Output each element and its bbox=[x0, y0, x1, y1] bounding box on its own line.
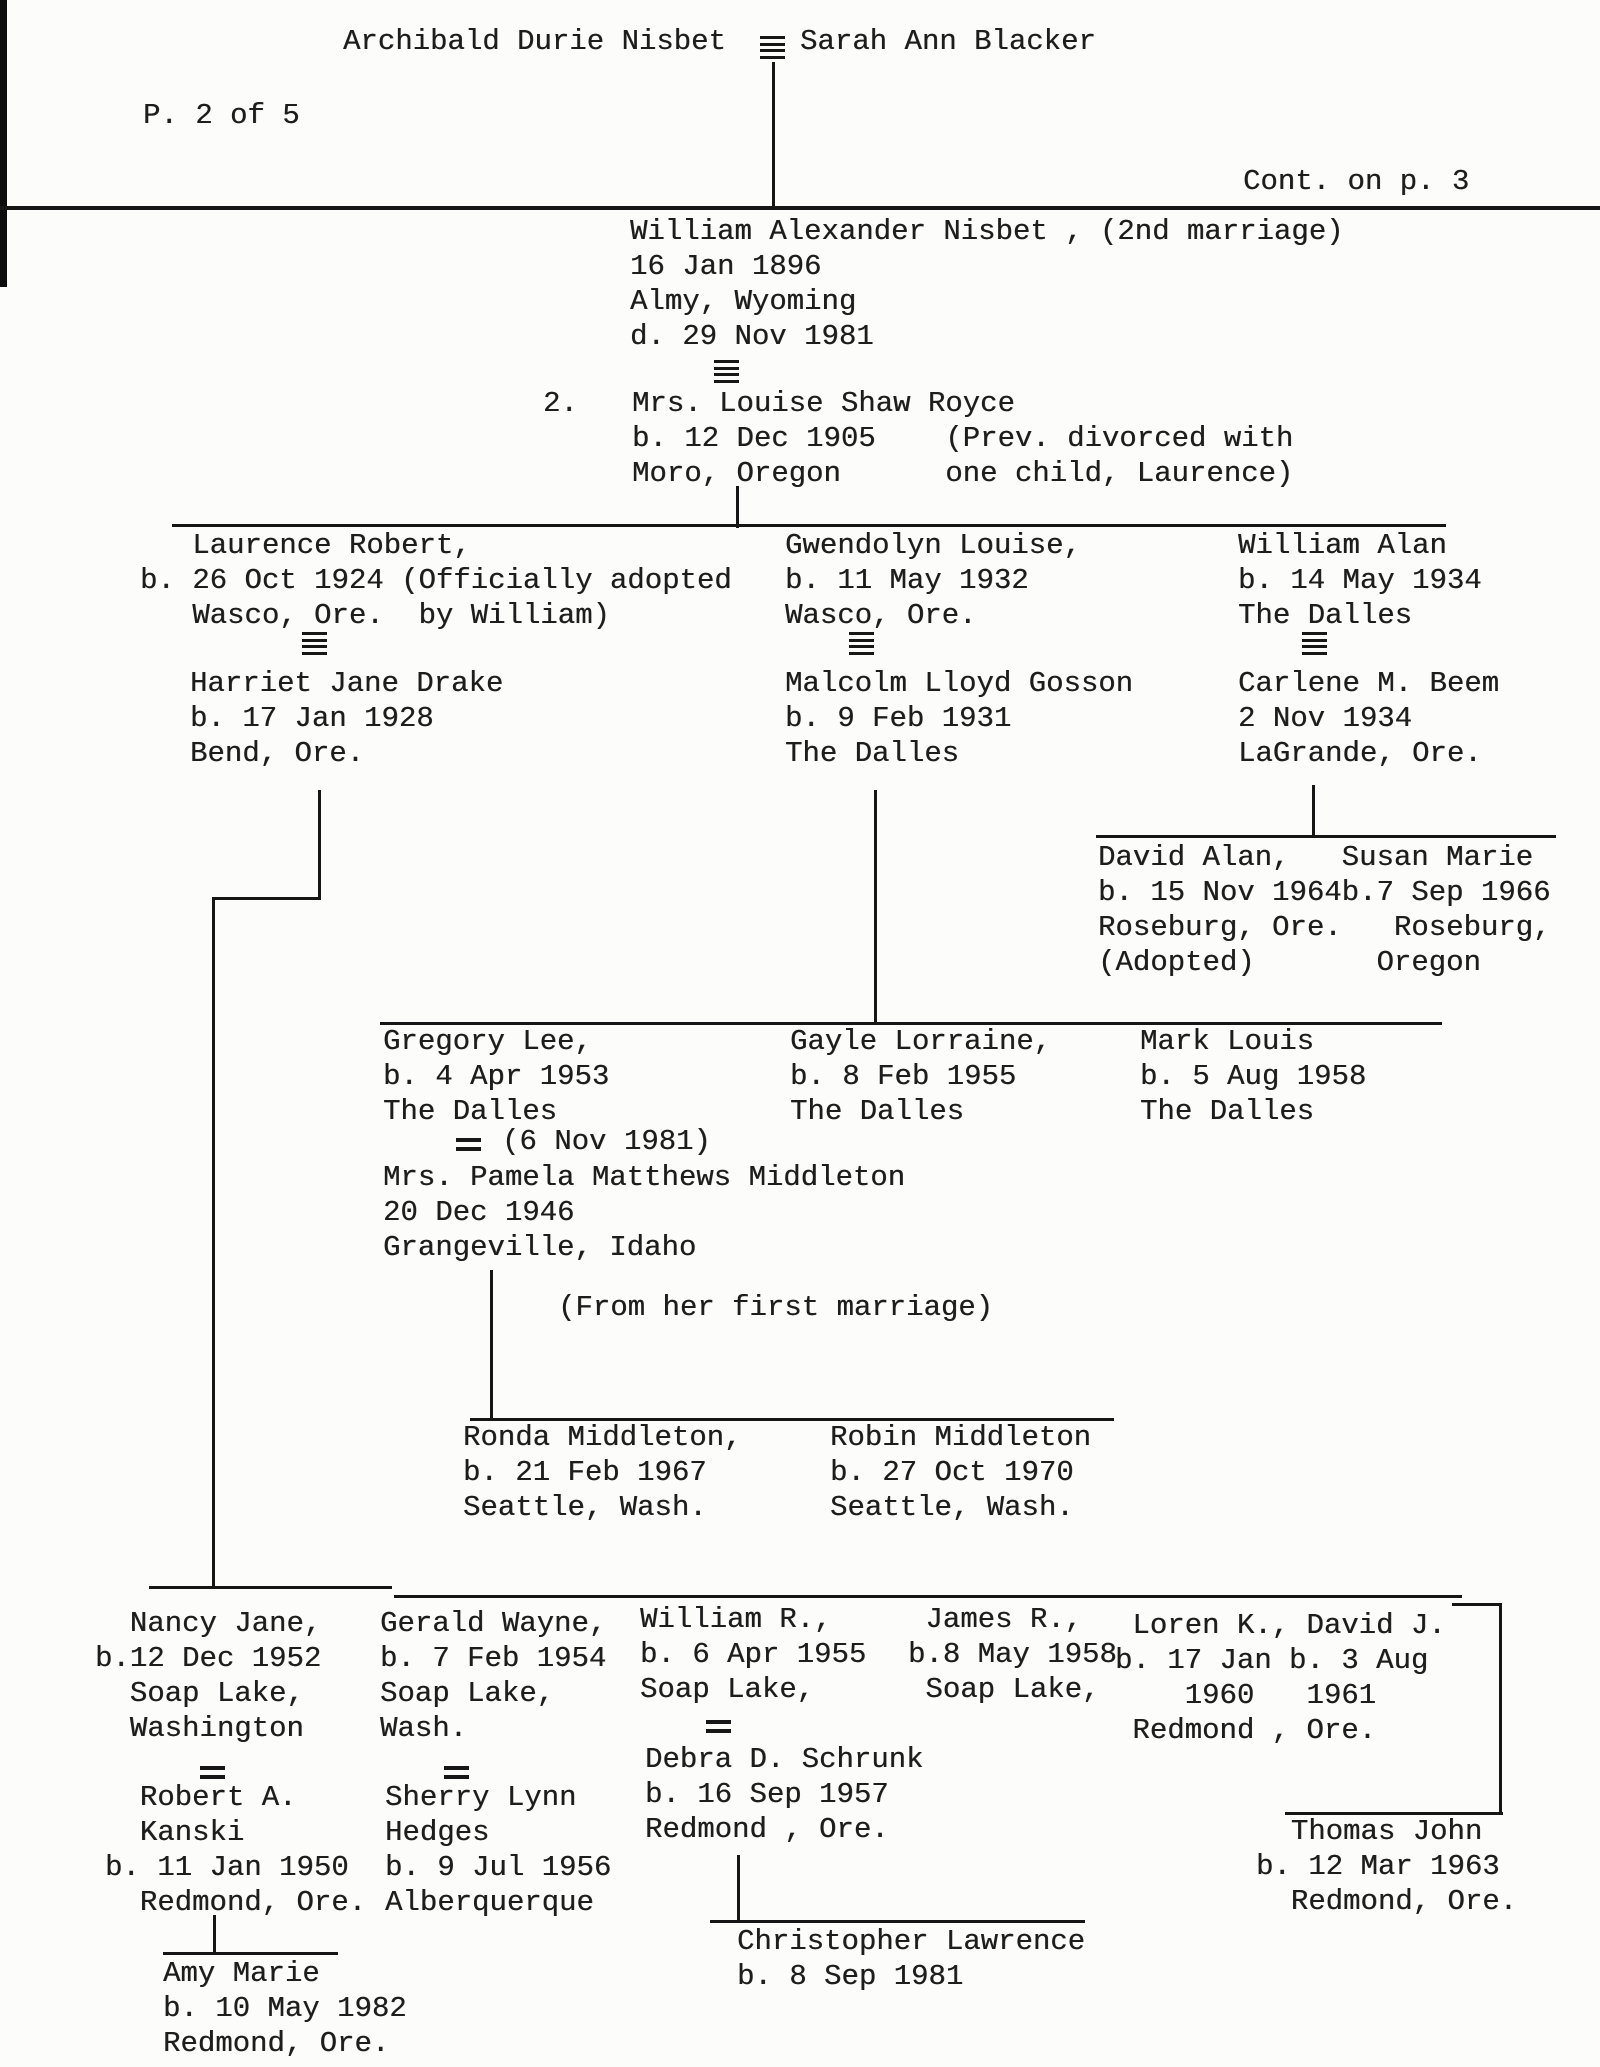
text-line: LaGrande, Ore. bbox=[1238, 737, 1482, 770]
text-line: b. 27 Oct 1970 bbox=[830, 1456, 1074, 1489]
text-line: Mark Louis bbox=[1140, 1025, 1315, 1058]
text-line: Harriet Jane Drake bbox=[190, 667, 504, 700]
person-block-ronda-middleton bbox=[463, 1420, 741, 1525]
text-line: Wasco, Ore. by William) bbox=[140, 599, 610, 632]
text-line: b.8 May 1958 bbox=[908, 1638, 1117, 1671]
text-line: Wasco, Ore. bbox=[785, 599, 977, 632]
person-block-gerald-wayne bbox=[380, 1606, 606, 1746]
marriage-equals-icon bbox=[714, 360, 739, 363]
text-line: William Alexander Nisbet , (2nd marriage) bbox=[630, 215, 1344, 248]
text-line: Soap Lake, bbox=[908, 1673, 1100, 1706]
continuation-note: Cont. on p. 3 bbox=[1243, 165, 1470, 198]
text-line: b. 11 May 1932 bbox=[785, 564, 1029, 597]
tree-connector-line bbox=[1096, 835, 1556, 838]
marriage-equals-icon bbox=[302, 632, 327, 635]
text-line: 20 Dec 1946 bbox=[383, 1196, 575, 1229]
tree-connector-line bbox=[710, 1920, 1085, 1923]
tree-connector-line bbox=[318, 790, 321, 900]
tree-connector-line bbox=[149, 1586, 392, 1589]
first-marriage-note: (From her first marriage) bbox=[558, 1291, 994, 1324]
text-line: Wash. bbox=[380, 1712, 468, 1745]
text-line: b. 17 Jan 1928 bbox=[190, 702, 434, 735]
text-line: b. 10 May 1982 bbox=[163, 1992, 407, 2025]
text-line: The Dalles bbox=[1140, 1095, 1315, 1128]
text-line: b. 16 Sep 1957 bbox=[645, 1778, 889, 1811]
person-block-debra-schrunk bbox=[645, 1742, 923, 1847]
text-line: b. 17 Jan b. 3 Aug bbox=[1115, 1644, 1429, 1677]
text-line: b. 7 Feb 1954 bbox=[380, 1642, 607, 1675]
text-line: Gregory Lee, bbox=[383, 1025, 592, 1058]
marriage-equals-icon bbox=[456, 1138, 481, 1142]
text-line: Laurence Robert, bbox=[140, 529, 471, 562]
person-block-mark-louis bbox=[1140, 1024, 1366, 1129]
text-line: Redmond , Ore. bbox=[645, 1813, 889, 1846]
person-block-louise-royce bbox=[632, 386, 1293, 491]
person-block-amy-marie bbox=[163, 1956, 407, 2061]
person-block-harriet-drake bbox=[190, 666, 503, 771]
person-block-david-and-susan bbox=[1098, 840, 1550, 980]
tree-connector-line bbox=[163, 1952, 338, 1955]
tree-connector-line bbox=[1452, 1603, 1502, 1606]
text-line: Seattle, Wash. bbox=[830, 1491, 1074, 1524]
text-line: Mrs. Louise Shaw Royce bbox=[632, 387, 1015, 420]
text-line: Robert A. bbox=[105, 1781, 297, 1814]
marriage-equals-icon bbox=[1302, 632, 1327, 635]
text-line: Soap Lake, bbox=[640, 1673, 815, 1706]
text-line: Almy, Wyoming bbox=[630, 285, 857, 318]
text-line: Kanski bbox=[105, 1816, 245, 1849]
person-block-gwendolyn-louise bbox=[785, 528, 1081, 633]
person-block-nancy-jane bbox=[95, 1606, 321, 1746]
tree-connector-line bbox=[736, 486, 739, 528]
text-line: Mrs. Pamela Matthews Middleton bbox=[383, 1161, 906, 1194]
text-line: 2 Nov 1934 bbox=[1238, 702, 1413, 735]
text-line: Christopher Lawrence bbox=[737, 1925, 1086, 1958]
tree-connector-line bbox=[1499, 1603, 1502, 1814]
tree-connector-line bbox=[874, 790, 877, 1024]
tree-connector-line bbox=[772, 62, 775, 208]
person-block-gayle-lorraine bbox=[790, 1024, 1051, 1129]
person-block-robert-kanski bbox=[105, 1780, 366, 1920]
tree-connector-line bbox=[1312, 785, 1315, 837]
person-block-laurence-robert bbox=[140, 528, 732, 633]
person-block-christopher-lawrence bbox=[737, 1924, 1085, 1994]
page-title-left: Archibald Durie Nisbet bbox=[343, 25, 726, 58]
marriage-equals-icon bbox=[849, 632, 874, 635]
tree-connector-line bbox=[490, 1270, 493, 1420]
text-line: Redmond, Ore. bbox=[105, 1886, 367, 1919]
text-line: Nancy Jane, bbox=[95, 1607, 322, 1640]
text-line: Redmond, Ore. bbox=[1256, 1885, 1518, 1918]
text-line: Redmond, Ore. bbox=[163, 2027, 390, 2060]
person-block-robin-middleton bbox=[830, 1420, 1091, 1525]
text-line: Gayle Lorraine, bbox=[790, 1025, 1052, 1058]
text-line: Soap Lake, bbox=[380, 1677, 555, 1710]
text-line: David Alan, Susan Marie bbox=[1098, 841, 1534, 874]
text-line: b. 6 Apr 1955 bbox=[640, 1638, 867, 1671]
text-line: b. 8 Feb 1955 bbox=[790, 1060, 1017, 1093]
text-line: b. 14 May 1934 bbox=[1238, 564, 1482, 597]
person-block-carlene-beem bbox=[1238, 666, 1499, 771]
text-line: William Alan bbox=[1238, 529, 1447, 562]
marriage-equals-icon bbox=[200, 1766, 225, 1770]
text-line: b. 4 Apr 1953 bbox=[383, 1060, 610, 1093]
text-line: Debra D. Schrunk bbox=[645, 1743, 924, 1776]
person-block-thomas-john bbox=[1256, 1814, 1517, 1919]
text-line: Seattle, Wash. bbox=[463, 1491, 707, 1524]
text-line: b. 9 Feb 1931 bbox=[785, 702, 1012, 735]
person-block-gregory-lee bbox=[383, 1024, 609, 1129]
text-line: b. 26 Oct 1924 (Officially adopted bbox=[140, 564, 732, 597]
text-line: Soap Lake, bbox=[95, 1677, 304, 1710]
marriage-date-label: (6 Nov 1981) bbox=[502, 1125, 711, 1158]
person-block-loren-and-david bbox=[1115, 1608, 1446, 1748]
marriage-number-label: 2. bbox=[543, 387, 578, 420]
text-line: 1960 1961 bbox=[1115, 1679, 1377, 1712]
text-line: Hedges bbox=[385, 1816, 490, 1849]
text-line: (Adopted) Oregon bbox=[1098, 946, 1481, 979]
text-line: Gerald Wayne, bbox=[380, 1607, 607, 1640]
person-block-william-alexander-nisbet bbox=[630, 214, 1344, 354]
text-line: William R., bbox=[640, 1603, 832, 1636]
text-line: 16 Jan 1896 bbox=[630, 250, 822, 283]
text-line: Amy Marie bbox=[163, 1957, 320, 1990]
text-line: The Dalles bbox=[785, 737, 960, 770]
text-line: The Dalles bbox=[383, 1095, 558, 1128]
text-line: Grangeville, Idaho bbox=[383, 1231, 697, 1264]
page-number: P. 2 of 5 bbox=[143, 99, 300, 132]
tree-connector-line bbox=[212, 897, 215, 1589]
text-line: b. 8 Sep 1981 bbox=[737, 1960, 964, 1993]
text-line: Loren K., David J. bbox=[1115, 1609, 1446, 1642]
text-line: b. 12 Mar 1963 bbox=[1256, 1850, 1500, 1883]
text-line: The Dalles bbox=[1238, 599, 1413, 632]
text-line: Alberquerque bbox=[385, 1886, 594, 1919]
text-line: Robin Middleton bbox=[830, 1421, 1092, 1454]
text-line: Moro, Oregon one child, Laurence) bbox=[632, 457, 1294, 490]
person-block-james-r bbox=[908, 1602, 1117, 1707]
text-line: Carlene M. Beem bbox=[1238, 667, 1500, 700]
text-line: Washington bbox=[95, 1712, 304, 1745]
text-line: Bend, Ore. bbox=[190, 737, 365, 770]
text-line: Malcolm Lloyd Gosson bbox=[785, 667, 1134, 700]
person-block-malcolm-gosson bbox=[785, 666, 1133, 771]
tree-connector-line bbox=[0, 206, 1600, 210]
text-line: Ronda Middleton, bbox=[463, 1421, 742, 1454]
text-line: b.12 Dec 1952 bbox=[95, 1642, 322, 1675]
scan-edge-artifact bbox=[0, 0, 7, 287]
text-line: Redmond , Ore. bbox=[1115, 1714, 1377, 1747]
text-line: Gwendolyn Louise, bbox=[785, 529, 1081, 562]
person-block-william-r bbox=[640, 1602, 866, 1707]
text-line: b. 11 Jan 1950 bbox=[105, 1851, 349, 1884]
text-line: Roseburg, Ore. Roseburg, bbox=[1098, 911, 1551, 944]
text-line: d. 29 Nov 1981 bbox=[630, 320, 874, 353]
marriage-equals-icon bbox=[760, 36, 785, 39]
tree-connector-line bbox=[213, 1915, 216, 1954]
text-line: b. 9 Jul 1956 bbox=[385, 1851, 612, 1884]
marriage-equals-icon bbox=[444, 1766, 469, 1770]
text-line: James R., bbox=[908, 1603, 1083, 1636]
text-line: Thomas John bbox=[1256, 1815, 1483, 1848]
text-line: b. 15 Nov 1964b.7 Sep 1966 bbox=[1098, 876, 1551, 909]
person-block-sherry-hedges bbox=[385, 1780, 611, 1920]
person-block-william-alan bbox=[1238, 528, 1482, 633]
text-line: Sherry Lynn bbox=[385, 1781, 577, 1814]
tree-connector-line bbox=[172, 524, 1446, 527]
marriage-equals-icon bbox=[706, 1720, 731, 1724]
tree-connector-line bbox=[394, 1595, 1462, 1598]
text-line: b. 12 Dec 1905 (Prev. divorced with bbox=[632, 422, 1294, 455]
text-line: The Dalles bbox=[790, 1095, 965, 1128]
page-title-right: Sarah Ann Blacker bbox=[800, 25, 1096, 58]
tree-connector-line bbox=[737, 1855, 740, 1922]
text-line: b. 21 Feb 1967 bbox=[463, 1456, 707, 1489]
text-line: b. 5 Aug 1958 bbox=[1140, 1060, 1367, 1093]
tree-connector-line bbox=[212, 897, 320, 900]
person-block-pamela-middleton bbox=[383, 1160, 905, 1265]
